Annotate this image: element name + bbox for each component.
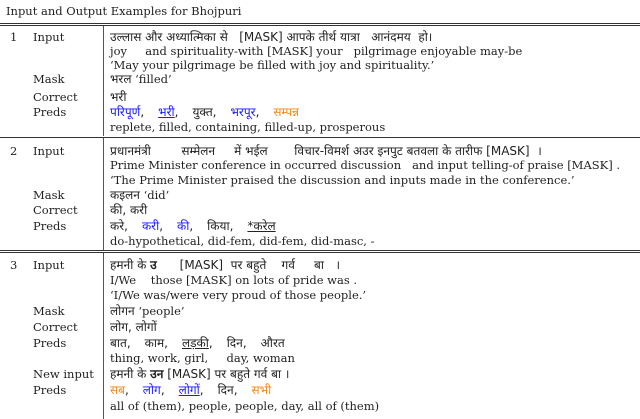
predictions	[110, 105, 299, 120]
column-divider	[103, 253, 104, 419]
label-mask: Mask	[33, 304, 65, 318]
label-new-input: New input	[33, 367, 94, 381]
new-input-bold-word: उन	[150, 367, 164, 381]
separator: ,	[233, 383, 238, 397]
mask-gloss: ‘filled’	[135, 72, 172, 86]
predictions-gloss: thing, work, girl, day, woman	[110, 351, 295, 365]
separator: ,	[164, 336, 168, 350]
input-sentence: उल्लास और अध्यात्मिका से [MASK] आपके तीर्थ यात्रा आनंदमय हो।	[110, 30, 433, 44]
separator: ,	[229, 219, 234, 233]
mask-token: लोगन	[110, 304, 135, 318]
example-number: 1	[10, 30, 18, 44]
separator: ,	[174, 105, 179, 119]
input-sentence	[110, 258, 340, 273]
correct-answers: की, करी	[110, 203, 148, 217]
separator: ,	[160, 383, 165, 397]
label-preds: Preds	[33, 219, 67, 233]
prediction-token: किया	[207, 219, 230, 233]
input-suffix: [MASK] पर बहुते गर्व बा ।	[156, 258, 340, 272]
mask-gloss: ‘did’	[143, 188, 170, 202]
prediction-token: दिन	[217, 383, 234, 397]
prediction-token: करे	[110, 219, 125, 233]
prediction-token: सम्पन्न	[273, 105, 300, 119]
label-preds: Preds	[33, 336, 67, 350]
label-mask: Mask	[33, 72, 65, 86]
mask-word	[110, 72, 172, 87]
prediction-token: परिपूर्ण	[110, 105, 141, 119]
predictions-gloss: replete, filled, containing, filled-up, prosperous	[110, 120, 386, 134]
table-title: Input and Output Examples for Bhojpuri	[6, 4, 242, 18]
label-correct: Correct	[33, 320, 78, 334]
label-input: Input	[33, 30, 65, 44]
input-bold-word: उ	[150, 258, 157, 272]
separator: ,	[212, 105, 217, 119]
new-predictions-gloss: all of (them), people, people, day, all of (them)	[110, 399, 380, 413]
prediction-token: दिन	[226, 336, 243, 350]
label-correct: Correct	[33, 90, 78, 104]
separator: ,	[208, 336, 213, 350]
separator: ,	[124, 219, 128, 233]
separator: ,	[189, 219, 194, 233]
translation: ‘The Prime Minister praised the discussion and inputs made in the conference.’	[110, 173, 575, 187]
mask-gloss: ‘people’	[138, 304, 185, 318]
translation: ‘I/We was/were very proud of those people.’	[110, 288, 367, 302]
divider	[0, 250, 640, 251]
new-predictions	[110, 383, 271, 398]
prediction-token: लड़की	[181, 336, 209, 350]
separator: ,	[124, 383, 129, 397]
new-input-prefix: हमनी के	[110, 367, 151, 381]
translation: ‘May your pilgrimage be filled with joy and spirituality.’	[110, 58, 435, 72]
label-input: Input	[33, 258, 65, 272]
label-preds: Preds	[33, 105, 67, 119]
prediction-token: *करेल	[247, 219, 276, 233]
separator: ,	[255, 105, 260, 119]
prediction-token: भरपूर	[230, 105, 256, 119]
divider	[0, 252, 640, 253]
separator: ,	[199, 383, 204, 397]
separator: ,	[242, 336, 247, 350]
mask-word	[110, 188, 169, 203]
gloss: I/We those [MASK] on lots of pride was .	[110, 273, 358, 287]
mask-token: कइलन	[110, 188, 140, 202]
input-prefix: हमनी के	[110, 258, 151, 272]
prediction-token: करी	[141, 219, 160, 233]
prediction-token: बात	[110, 336, 127, 350]
label-preds: Preds	[33, 383, 67, 397]
prediction-token: सभी	[251, 383, 272, 397]
divider	[0, 23, 640, 24]
prediction-token: औरत	[260, 336, 285, 350]
prediction-token: लोग	[142, 383, 161, 397]
correct-answers: लोग, लोगों	[110, 320, 157, 334]
column-divider	[103, 26, 104, 136]
predictions-gloss: do-hypothetical, did-fem, did-fem, did-masc, -	[110, 234, 375, 248]
example-number: 2	[10, 144, 18, 158]
separator: ,	[140, 105, 145, 119]
example-number: 3	[10, 258, 18, 272]
mask-token: भरल	[110, 72, 132, 86]
prediction-token: युक्त	[192, 105, 213, 119]
label-input: Input	[33, 144, 65, 158]
prediction-token: भरी	[158, 105, 175, 119]
column-divider	[103, 138, 104, 250]
prediction-token: काम	[144, 336, 165, 350]
predictions	[110, 219, 276, 234]
predictions	[110, 336, 285, 351]
new-input-suffix: [MASK] पर बहुते गर्व बा ।	[163, 367, 290, 381]
divider	[0, 25, 640, 26]
gloss: Prime Minister conference in occurred discussion and input telling-of praise [MASK] .	[110, 158, 621, 172]
label-mask: Mask	[33, 188, 65, 202]
prediction-token: सब	[110, 383, 125, 397]
gloss: joy and spirituality-with [MASK] your pilgrimage enjoyable may-be	[110, 44, 523, 58]
label-correct: Correct	[33, 203, 78, 217]
prediction-token: लोगों	[178, 383, 200, 397]
divider	[0, 137, 640, 138]
prediction-token: की	[177, 219, 190, 233]
separator: ,	[159, 219, 164, 233]
input-sentence: प्रधानमंत्री सम्मेलन में भईल विचार-विमर्श अउर इनपुट बतवला के तारीफ [MASK] ।	[110, 144, 542, 158]
separator: ,	[126, 336, 131, 350]
mask-word	[110, 304, 185, 319]
new-input-sentence	[110, 367, 289, 382]
correct-answers: भरी	[110, 90, 127, 104]
